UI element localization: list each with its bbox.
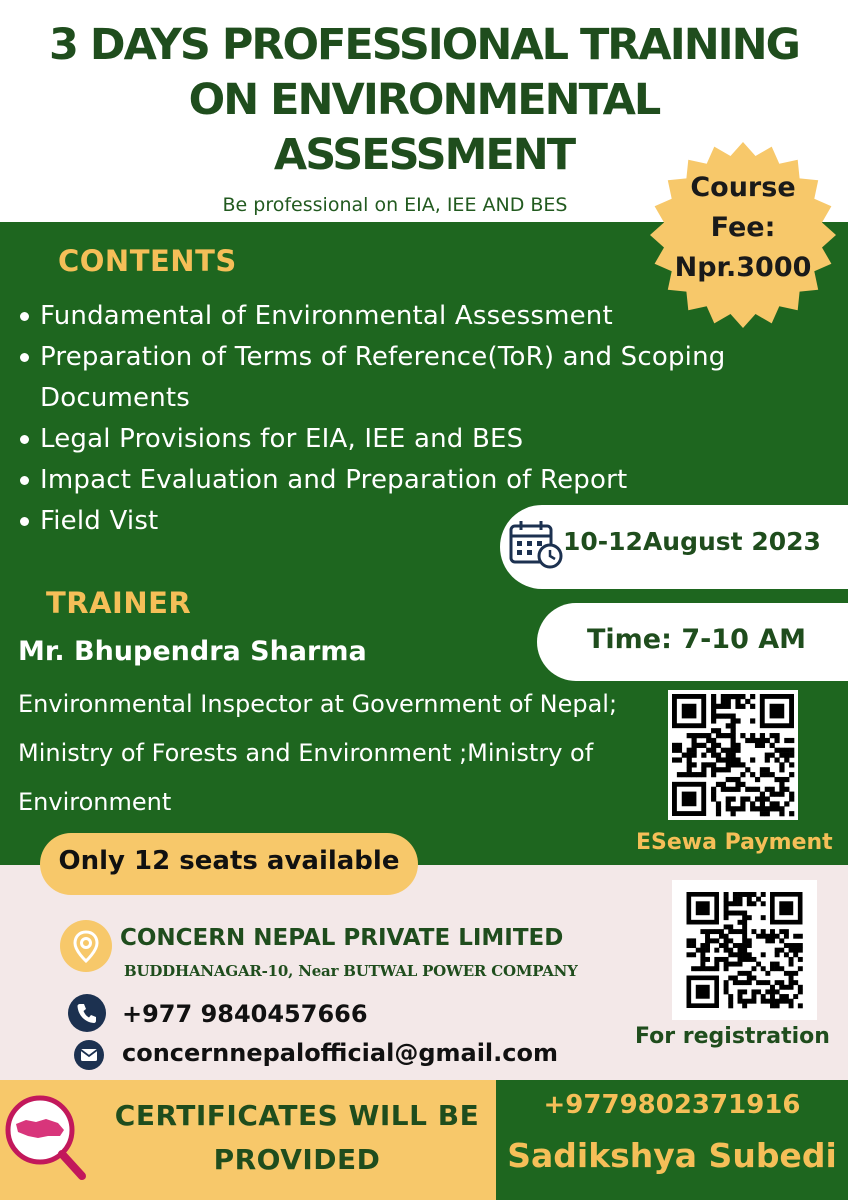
trainer-heading: TRAINER [46, 586, 192, 620]
certificates-line-2: PROVIDED [213, 1143, 381, 1176]
email-icon [74, 1040, 104, 1070]
company-name: CONCERN NEPAL PRIVATE LIMITED [120, 925, 564, 951]
title-line-2: ON ENVIRONMENTAL [188, 75, 660, 125]
contact-phone[interactable]: +9779802371916 [543, 1090, 801, 1120]
location-pin-icon [60, 920, 112, 972]
magnifier-map-logo [2, 1090, 88, 1182]
course-fee-text [648, 168, 838, 288]
company-address: BUDDHANAGAR-10, Near BUTWAL POWER COMPANY [124, 962, 578, 980]
trainer-description: Environmental Inspector at Government of Nepal; Ministry of Forests and Environment ;Ministry of Environment [18, 690, 618, 816]
organizer-phone[interactable]: +977 9840457666 [122, 1000, 368, 1028]
trainer-name: Mr. Bhupendra Sharma [18, 636, 367, 667]
list-item: Legal Provisions for EIA, IEE and BES [18, 419, 838, 460]
organizer-email[interactable]: concernnepalofficial@gmail.com [122, 1039, 558, 1067]
list-item: Field Vist [18, 501, 838, 542]
contact-name: Sadikshya Subedi [507, 1136, 837, 1175]
event-date: 10-12August 2023 [563, 527, 821, 556]
subtitle: Be professional on EIA, IEE AND BES [222, 194, 568, 216]
fee-line-1: Course [690, 172, 796, 203]
list-item: Preparation of Terms of Reference(ToR) and Scoping Documents [18, 337, 838, 419]
certificates-line-1: CERTIFICATES WILL BE [114, 1099, 480, 1132]
list-item: Impact Evaluation and Preparation of Report [18, 460, 838, 501]
fee-line-3: Npr.3000 [674, 252, 812, 283]
registration-label: For registration [635, 1024, 830, 1049]
certificates-text [90, 1094, 504, 1182]
seats-label: Only 12 seats available [58, 846, 400, 876]
esewa-qr-code[interactable] [658, 684, 808, 826]
event-time: Time: 7-10 AM [587, 624, 807, 655]
calendar-clock-icon [508, 518, 564, 574]
esewa-payment-label: ESewa Payment [636, 830, 833, 855]
phone-icon [68, 994, 106, 1032]
title-line-3: ASSESSMENT [273, 130, 575, 180]
seats-badge [40, 833, 418, 895]
title-line-1: 3 DAYS PROFESSIONAL TRAINING [49, 20, 799, 70]
fee-line-2: Fee: [710, 212, 776, 243]
registration-qr-code[interactable] [672, 880, 817, 1020]
list-item: Fundamental of Environmental Assessment [18, 296, 838, 337]
contents-heading: CONTENTS [58, 244, 237, 278]
